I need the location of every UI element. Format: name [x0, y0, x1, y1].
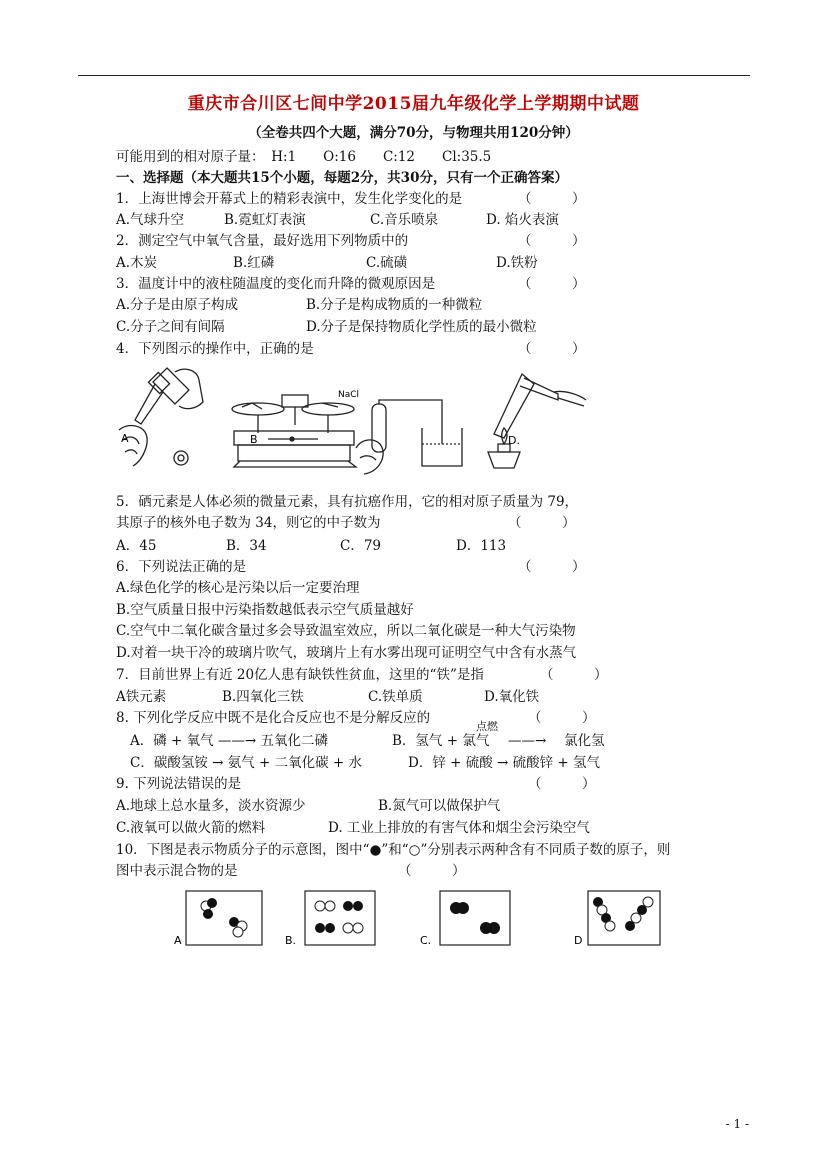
q8-option-b-condition: 点燃	[476, 720, 498, 733]
q10-figure-d	[574, 890, 666, 948]
atomic-masses: 可能用到的相对原子量： H:1 O:16 C:12 Cl:35.5	[116, 149, 492, 165]
q8-option-b-product: ——→ 氯化氢	[508, 733, 605, 749]
q4-label-b: B	[250, 433, 258, 446]
q4-label-d: D.	[508, 434, 520, 447]
q7-option-d: D.氧化铁	[484, 689, 540, 705]
q4-figure-d	[474, 368, 594, 476]
q2-option-c: C.硫磺	[366, 255, 408, 271]
q4-figure-b	[228, 385, 363, 475]
q8-option-c: C．碳酸氢铵 → 氨气 + 二氧化碳 + 水	[130, 755, 363, 771]
q8-option-b-reactants: B．氢气 + 氯气	[392, 733, 490, 749]
q4-answer-blank: （ ）	[518, 341, 586, 357]
q6-answer-blank: （ ）	[518, 559, 586, 575]
q9-answer-blank: （ ）	[528, 776, 596, 792]
page-title: 重庆市合川区七间中学2015届九年级化学上学期期中试题	[187, 94, 640, 114]
q5-stem-line2: 其原子的核外电子数为 34，则它的中子数为	[116, 515, 381, 531]
q4-nacl-label: NaCl	[338, 390, 360, 400]
q7-option-a: A铁元素	[116, 689, 167, 705]
q2-answer-blank: （ ）	[518, 233, 586, 249]
q5-option-c: C．79	[340, 538, 382, 554]
q1-option-d: D. 焰火表演	[486, 212, 559, 228]
q10-stem-line2: 图中表示混合物的是	[116, 863, 238, 879]
q10-answer-blank: （ ）	[398, 863, 466, 879]
q3-answer-blank: （ ）	[518, 276, 586, 292]
q8-stem: 8. 下列化学反应中既不是化合反应也不是分解反应的	[116, 710, 431, 726]
q3-option-d: D.分子是保持物质化学性质的最小微粒	[306, 319, 537, 335]
q10-figure-c	[420, 890, 512, 948]
q7-option-b: B.四氧化三铁	[222, 689, 304, 705]
q8-answer-blank: （ ）	[528, 710, 596, 726]
q5-answer-blank: （ ）	[508, 515, 576, 531]
q9-option-a: A.地球上总水量多，淡水资源少	[116, 798, 306, 814]
q9-option-d: D. 工业上排放的有害气体和烟尘会污染空气	[328, 820, 590, 836]
q8-option-d: D．锌 + 硫酸 → 硫酸锌 + 氢气	[408, 755, 601, 771]
q6-option-b: B.空气质量日报中污染指数越低表示空气质量越好	[116, 602, 414, 618]
q2-stem: 2．测定空气中氧气含量，最好选用下列物质中的	[116, 233, 409, 249]
q2-option-a: A.木炭	[116, 255, 158, 271]
q1-option-a: A.气球升空	[116, 212, 185, 228]
q4-stem: 4．下列图示的操作中，正确的是	[116, 341, 314, 357]
q7-option-c: C.铁单质	[368, 689, 423, 705]
q4-label-a: A	[121, 432, 129, 445]
section-1-heading: 一、选择题（本大题共15个小题，每题2分，共30分，只有一个正确答案）	[116, 170, 568, 186]
q1-answer-blank: （ ）	[518, 191, 586, 207]
q10-stem-line1: 10．下图是表示物质分子的示意图，图中“●”和“○”分别表示两种含有不同质子数的原子，则	[116, 842, 671, 858]
header-rule	[78, 75, 750, 76]
q10-figure-a	[174, 890, 266, 948]
q3-option-a: A.分子是由原子构成	[116, 297, 239, 313]
q3-stem: 3．温度计中的液柱随温度的变化而升降的微观原因是	[116, 276, 436, 292]
q2-option-b: B.红磷	[233, 255, 275, 271]
q5-stem-line1: 5．硒元素是人体必须的微量元素，具有抗癌作用，它的相对原子质量为 79，	[116, 494, 579, 510]
q6-stem: 6．下列说法正确的是	[116, 559, 247, 575]
q2-option-d: D.铁粉	[496, 255, 538, 271]
q1-option-c: C.音乐喷泉	[370, 212, 439, 228]
q10-label-d: D	[574, 934, 583, 947]
q8-option-a: A．磷 + 氧气 ——→ 五氧化二磷	[130, 733, 329, 749]
q4-figure-c	[350, 398, 470, 476]
q9-stem: 9. 下列说法错误的是	[116, 776, 242, 792]
q5-option-a: A．45	[116, 538, 157, 554]
q7-stem: 7．目前世界上有近 20亿人患有缺铁性贫血，这里的“铁”是指	[116, 667, 484, 683]
q7-answer-blank: （ ）	[540, 667, 608, 683]
q6-option-a: A.绿色化学的核心是污染以后一定要治理	[116, 580, 360, 596]
q5-option-d: D．113	[456, 538, 507, 554]
q3-option-c: C.分子之间有间隔	[116, 319, 225, 335]
q9-option-c: C.液氧可以做火箭的燃料	[116, 820, 266, 836]
q10-figure-b	[285, 890, 377, 948]
q9-option-b: B.氮气可以做保护气	[378, 798, 501, 814]
q1-option-b: B.霓虹灯表演	[224, 212, 306, 228]
q10-label-a: A	[174, 934, 182, 947]
q4-figure-a	[115, 362, 220, 472]
q10-label-c: C.	[420, 934, 432, 947]
q6-option-c: C.空气中二氧化碳含量过多会导致温室效应，所以二氧化碳是一种大气污染物	[116, 623, 576, 639]
q10-label-b: B.	[285, 934, 297, 947]
q6-option-d: D.对着一块干冷的玻璃片吹气，玻璃片上有水雾出现可证明空气中含有水蒸气	[116, 645, 577, 661]
q3-option-b: B.分子是构成物质的一种微粒	[306, 297, 483, 313]
q1-stem: 1．上海世博会开幕式上的精彩表演中，发生化学变化的是	[116, 191, 463, 207]
page-number: - 1 -	[725, 1117, 749, 1131]
q5-option-b: B．34	[226, 538, 267, 554]
page-subtitle: （全卷共四个大题，满分70分，与物理共用120分钟）	[248, 125, 579, 141]
